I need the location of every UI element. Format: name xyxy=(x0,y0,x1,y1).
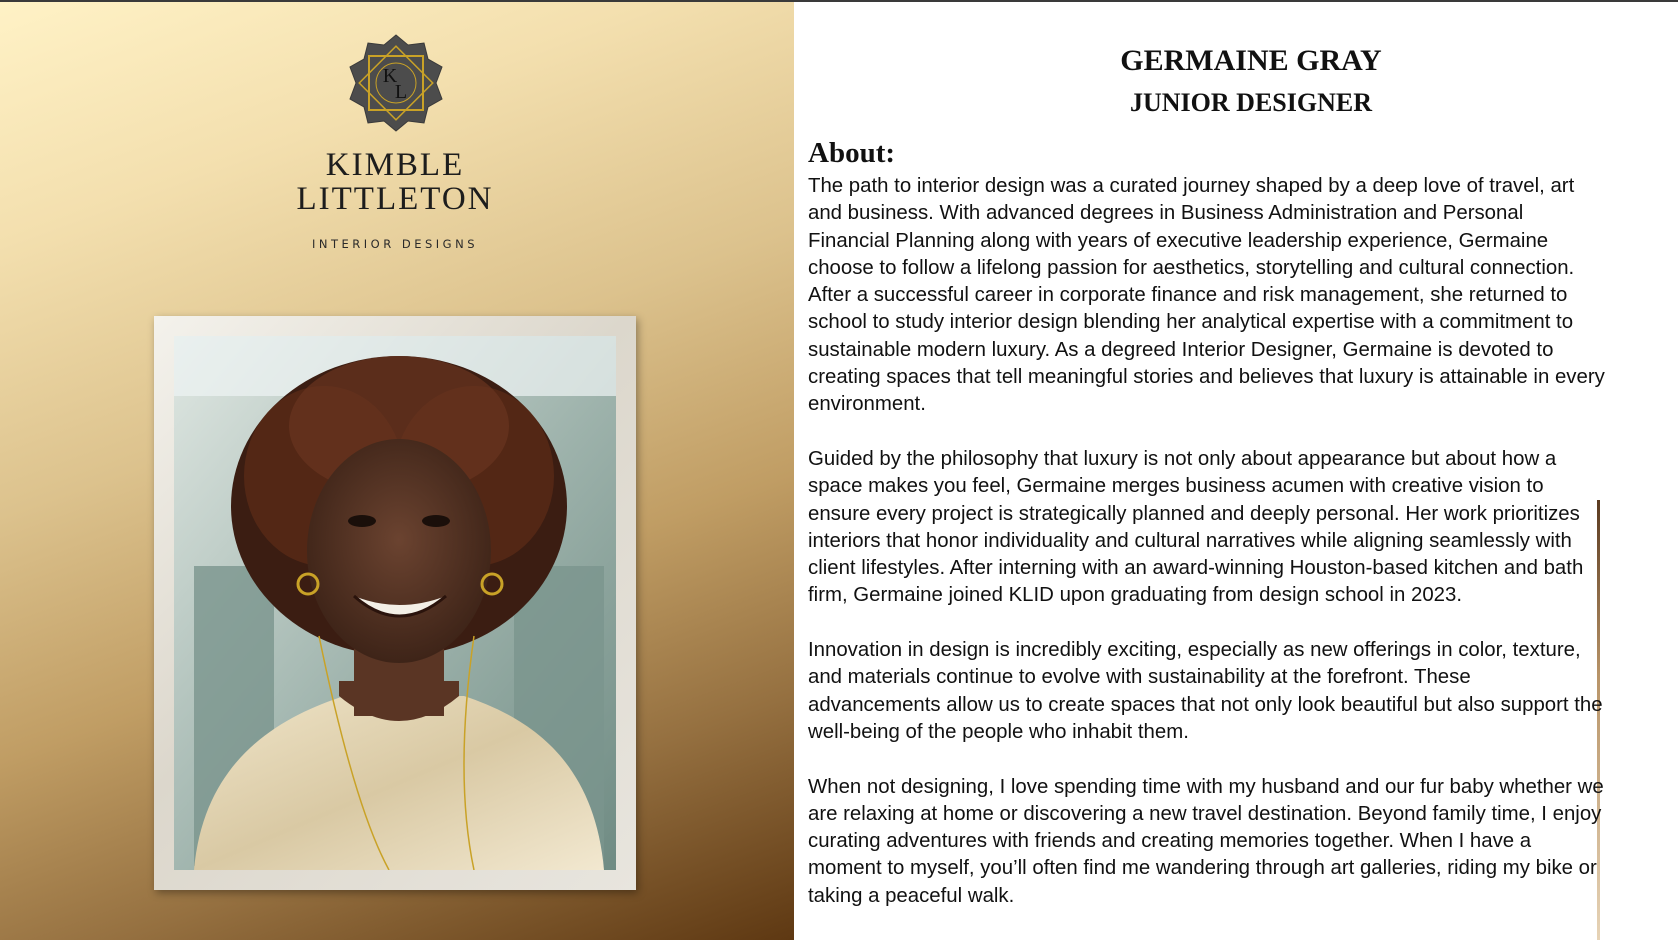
portrait-frame xyxy=(154,316,636,890)
brand-monogram-l: L xyxy=(394,81,408,103)
brand-tagline: INTERIOR DESIGNS xyxy=(312,237,478,251)
about-paragraph-3: Innovation in design is incredibly exciting, especially as new offerings in color, texture, and materials continue to evolve with sustainability at the forefront. These advancements allow us to create spaces that not only look beautiful but also support the well-being of the people who inhabit them. xyxy=(808,639,1603,743)
profile-name: GERMAINE GRAY xyxy=(1120,44,1382,77)
about-body xyxy=(808,173,1608,910)
brand-name-line2: LITTLETON xyxy=(296,181,494,217)
about-paragraph-4: When not designing, I love spending time with my husband and our fur baby whether we are relaxing at home or discovering a new travel destination. Beyond family time, I enjoy curating adventures with friends and creating memories together. When I have a moment to myself, you’ll often find me wandering through art galleries, riding my bike or taking a peaceful walk. xyxy=(808,775,1604,907)
about-paragraph-1: The path to interior design was a curated journey shaped by a deep love of travel, art and business. With advanced degrees in Business Administration and Personal Financial Planning along with years of executive leadership experience, Germaine choose to follow a lifelong passion for aesthetics, storytelling and cultural connection. After a successful career in corporate finance and risk management, she returned to school to study interior design blending her analytical expertise with a commitment to sustainable modern luxury. As a degreed Interior Designer, Germaine is devoted to creating spaces that tell meaningful stories and believes that luxury is attainable in every environment. xyxy=(808,175,1605,416)
profile-job-title: JUNIOR DESIGNER xyxy=(1130,88,1372,117)
brand-name xyxy=(250,148,540,216)
left-panel xyxy=(0,0,794,940)
portrait-photo xyxy=(174,336,616,870)
brand-name-line1: KIMBLE xyxy=(325,147,465,183)
brand-monogram-k: K xyxy=(382,65,398,87)
about-heading: About: xyxy=(808,137,896,169)
brand-logo-emblem xyxy=(340,34,452,140)
about-paragraph-2: Guided by the philosophy that luxury is not only about appearance but about how a space makes you feel, Germaine merges business acumen with creative vision to ensure every project is strategically planned and deeply personal. Her work prioritizes interiors that honor individuality and cultural narratives while aligning seamlessly with client lifestyles. After interning with an award-winning Houston-based kitchen and bath firm, Germaine joined KLID upon graduating from design school in 2023. xyxy=(808,447,1584,607)
top-rule-divider xyxy=(0,0,1678,2)
